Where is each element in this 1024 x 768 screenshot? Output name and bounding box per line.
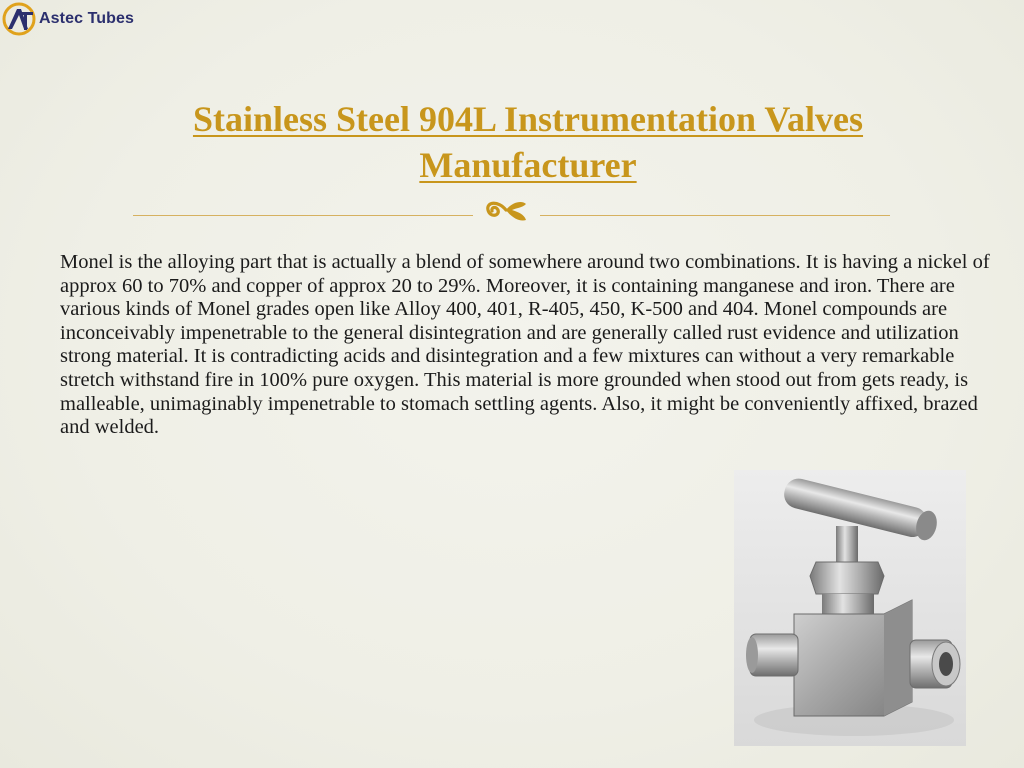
- title-divider-left: [133, 215, 473, 216]
- page-title-link[interactable]: Stainless Steel 904L Instrumentation Valves Manufacturer: [192, 99, 864, 185]
- flourish-ornament-icon: [476, 194, 538, 226]
- title-divider-right: [540, 215, 890, 216]
- astec-logo-icon: [2, 2, 36, 36]
- page-title[interactable]: [100, 96, 956, 188]
- brand-logo[interactable]: [2, 2, 134, 36]
- instrumentation-valve-photo: [734, 470, 966, 746]
- brand-name: Astec Tubes: [39, 10, 135, 27]
- body-paragraph: Monel is the alloying part that is actually a blend of somewhere around two combinations. It is having a nickel of approx 60 to 70% and copper of approx 20 to 29%. Moreover, it is containing manganese and iron. There are various kinds of Monel grades open like Alloy 400, 401, R-405, 450, K-500 and 404. Monel compounds are inconceivably impenetrable to the general disintegration and are generally called rust evidence and utilization strong material. It is contradicting acids and disintegration and a few mixtures can without a very remarkable stretch withstand fire in 100% pure oxygen. This material is more grounded when stood out from gets ready, is malleable, unimaginably impenetrable to stomach settling agents. Also, it might be conveniently affixed, brazed and welded.: [60, 251, 990, 439]
